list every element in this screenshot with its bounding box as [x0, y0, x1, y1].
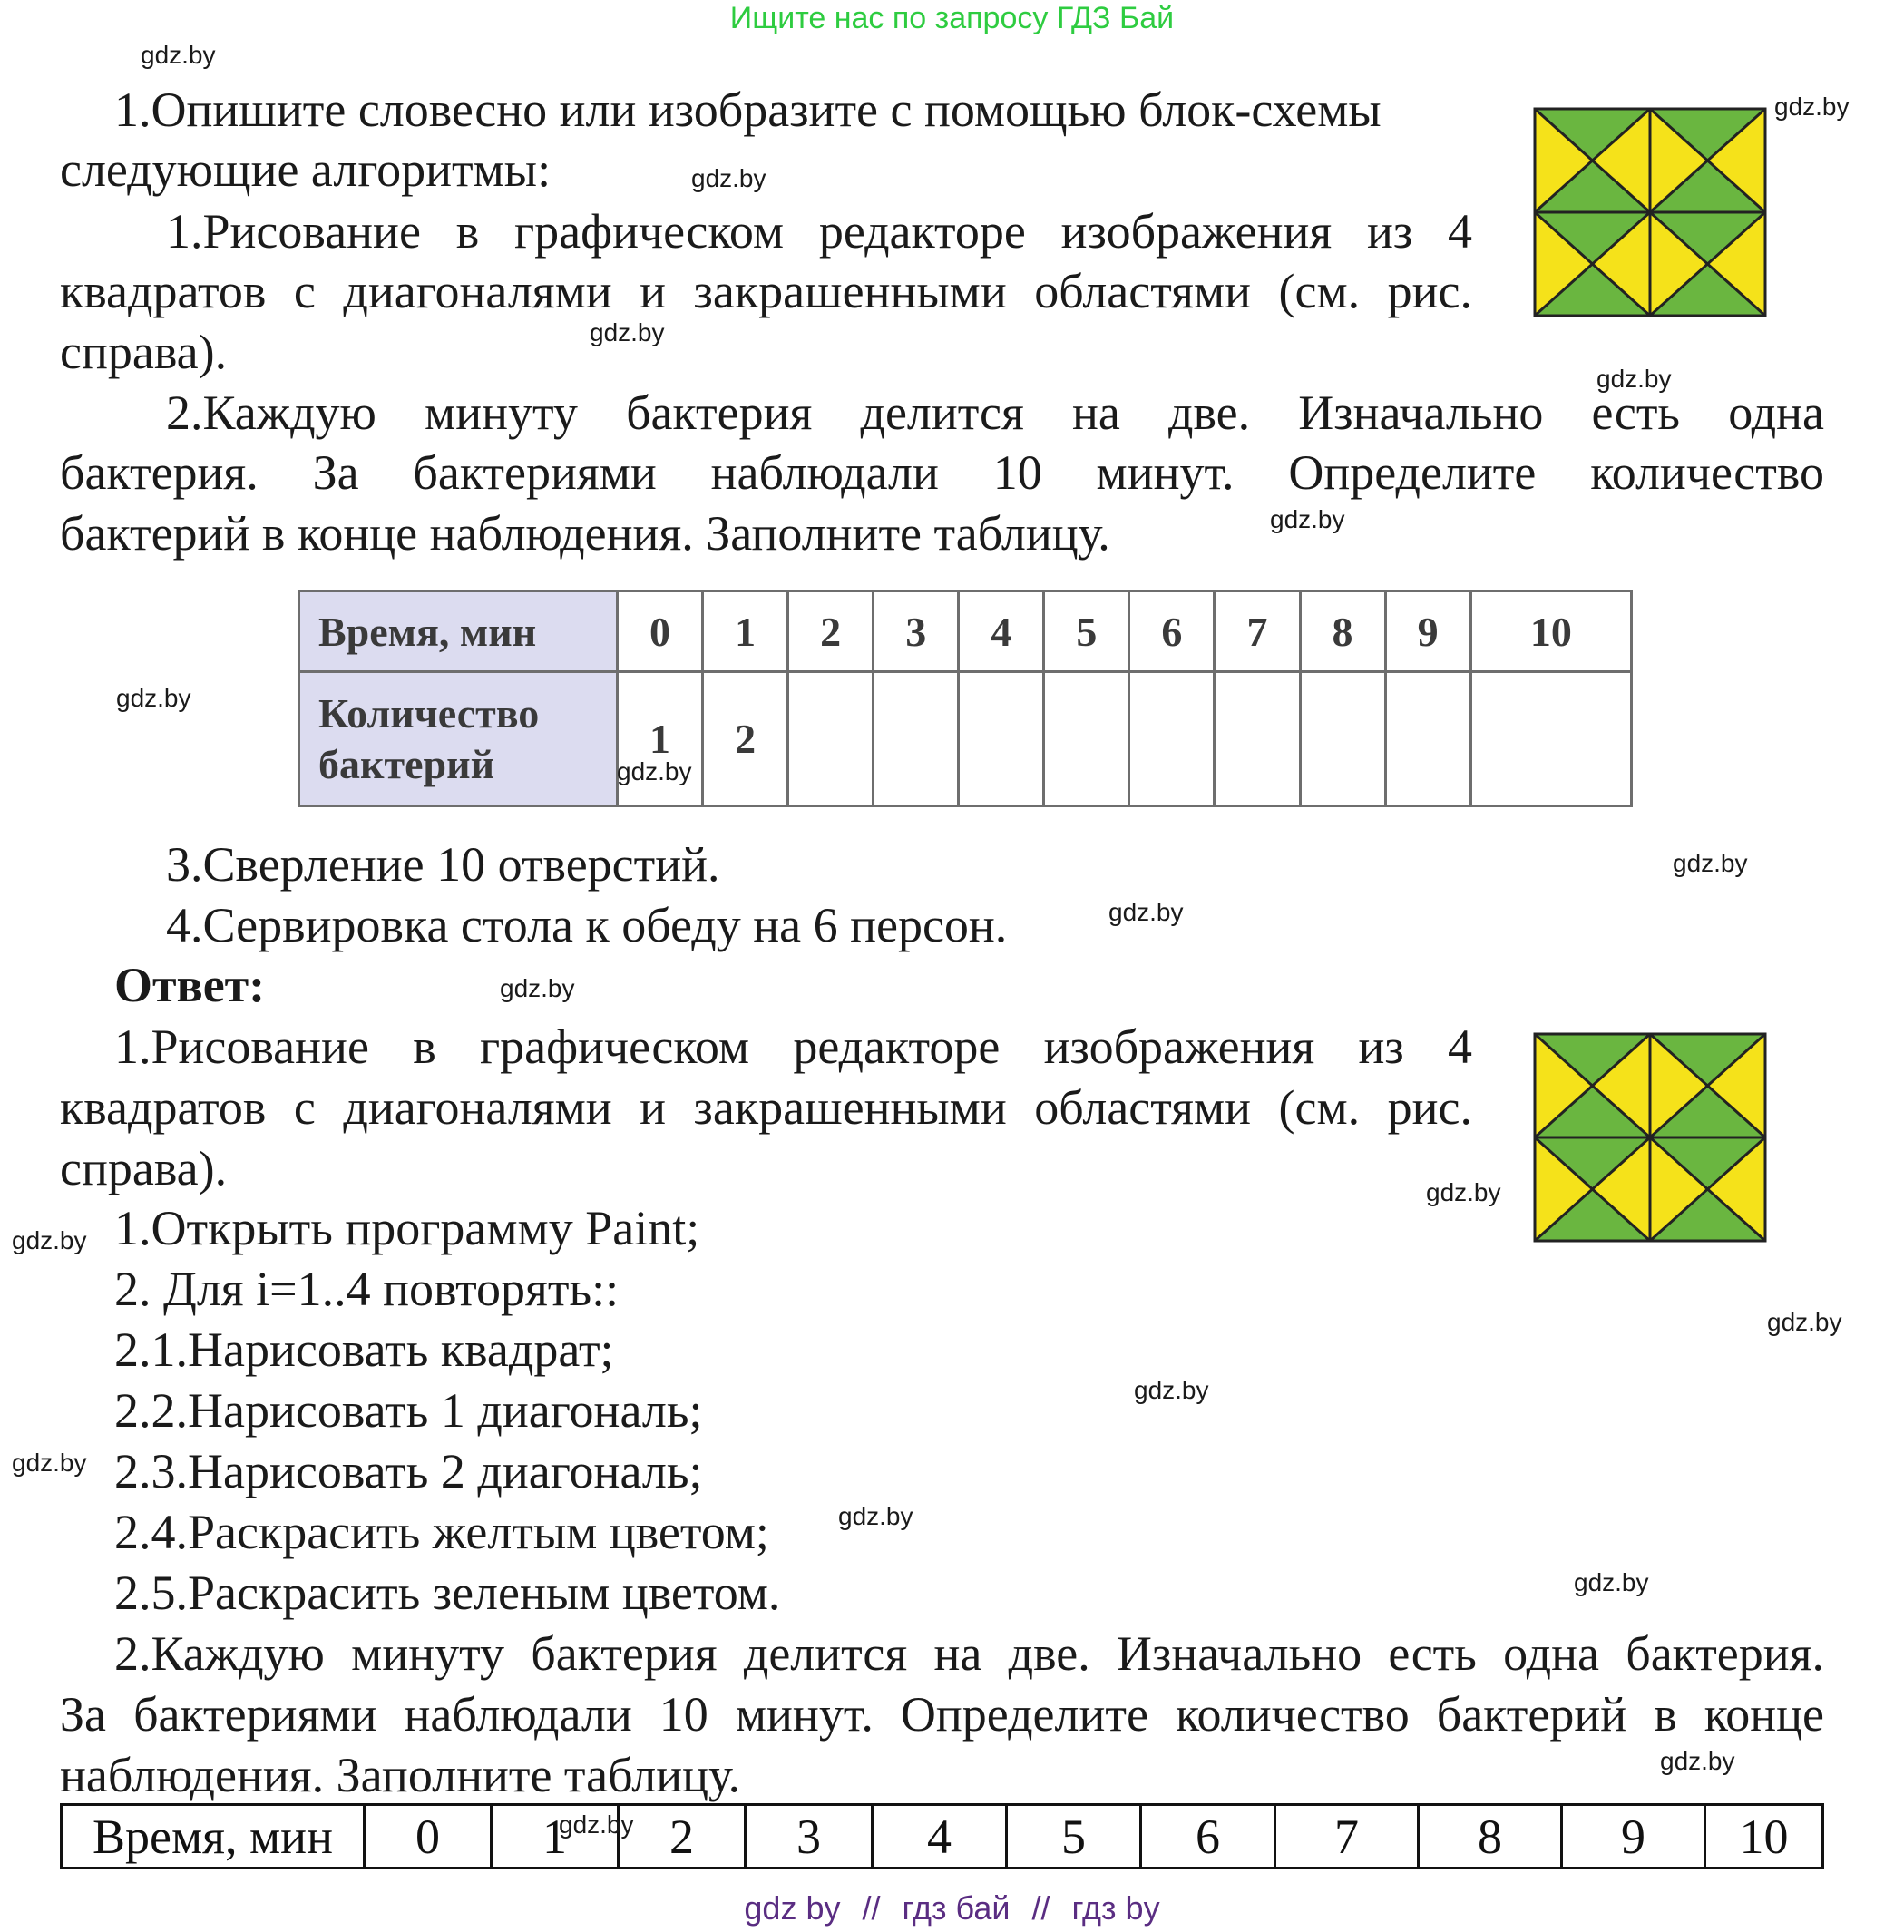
watermark: gdz.by: [12, 1449, 87, 1477]
answer1-line1: [114, 1017, 1472, 1077]
time-cell: 6: [1141, 1805, 1275, 1869]
text: 2.Каждую минуту бактерия делится на две. Изначально есть одна: [166, 385, 1824, 440]
answer-step: 2.5.Раскрасить зеленым цветом.: [114, 1566, 781, 1620]
watermark: gdz.by: [1673, 849, 1748, 877]
count-header: [299, 672, 618, 806]
task-item4: 4.Сервировка стола к обеду на 6 персон.: [166, 898, 1008, 952]
footer-link[interactable]: gdz by: [744, 1889, 841, 1927]
time-cell: 7: [1215, 591, 1300, 672]
time-cell: 10: [1470, 591, 1631, 672]
time-cell: 4: [873, 1805, 1007, 1869]
time-cell: 0: [365, 1805, 492, 1869]
text: квадратов с диагоналями и закрашенными областями (см. рис.: [60, 264, 1472, 318]
watermark: gdz.by: [1596, 365, 1672, 393]
answer-step: 2.2.Нарисовать 1 диагональ;: [114, 1383, 703, 1438]
answer1-line2: [60, 1078, 1472, 1137]
answer-heading: Ответ:: [114, 958, 266, 1012]
watermark: gdz.by: [12, 1226, 87, 1254]
task-item2-line2: [60, 443, 1824, 503]
top-banner: Ищите нас по запросу ГДЗ Бай: [729, 1, 1175, 35]
time-cell: 5: [1007, 1805, 1141, 1869]
footer: [0, 1888, 1904, 1928]
time-cell: 2: [788, 591, 874, 672]
time-cell: 9: [1562, 1805, 1705, 1869]
task-item3: 3.Сверление 10 отверстий.: [166, 837, 720, 892]
count-cell: 1: [618, 672, 703, 806]
squares-figure: [1533, 107, 1767, 317]
time-cell: 4: [959, 591, 1044, 672]
footer-link[interactable]: гдз by: [1071, 1889, 1160, 1927]
time-cell: 2: [619, 1805, 746, 1869]
task-intro-line1: 1.Опишите словесно или изобразите с помощью блок-схемы: [114, 83, 1382, 137]
answer-step: 2.3.Нарисовать 2 диагональ;: [114, 1444, 703, 1498]
count-cell: [1385, 672, 1470, 806]
time-cell: 3: [874, 591, 959, 672]
watermark: gdz.by: [1134, 1376, 1209, 1404]
count-cell: [959, 672, 1044, 806]
watermark: gdz.by: [559, 1810, 634, 1839]
count-cell: [874, 672, 959, 806]
time-cell: 10: [1705, 1805, 1823, 1869]
watermark: gdz.by: [1270, 505, 1345, 533]
watermark: gdz.by: [1426, 1178, 1501, 1206]
footer-link[interactable]: гдз бай: [902, 1889, 1011, 1927]
answer2-line3: наблюдения. Заполните таблицу.: [60, 1748, 741, 1802]
text: 2.Каждую минуту бактерия делится на две. Изначально есть одна бактерия.: [114, 1626, 1824, 1681]
watermark: gdz.by: [590, 318, 665, 346]
count-cell: [1300, 672, 1385, 806]
count-header-line1: Количество: [318, 689, 540, 737]
watermark: gdz.by: [141, 41, 216, 69]
time-cell: 1: [703, 591, 788, 672]
text: бактерия. За бактериями наблюдали 10 минут. Определите количество: [60, 445, 1824, 500]
count-cell: [1044, 672, 1129, 806]
task-item2-line1: [166, 383, 1824, 443]
watermark: gdz.by: [1660, 1747, 1735, 1775]
answer-step: 2.1.Нарисовать квадрат;: [114, 1322, 614, 1377]
watermark: gdz.by: [617, 757, 692, 785]
table-row: [62, 1805, 1823, 1869]
time-cell: 7: [1275, 1805, 1419, 1869]
time-cell: 3: [746, 1805, 873, 1869]
time-header: Время, мин: [62, 1805, 365, 1869]
time-cell: 5: [1044, 591, 1129, 672]
watermark: gdz.by: [838, 1502, 913, 1530]
squares-figure-answer: [1533, 1032, 1767, 1243]
answer2-line1: [114, 1624, 1824, 1683]
table-row: [299, 672, 1632, 806]
count-cell: 2: [703, 672, 788, 806]
watermark: gdz.by: [1767, 1308, 1842, 1336]
task-intro-line2: следующие алгоритмы:: [60, 142, 552, 197]
task-item1-line2: [60, 261, 1472, 321]
watermark: gdz.by: [1574, 1568, 1649, 1596]
time-cell: 0: [618, 591, 703, 672]
count-cell: [1470, 672, 1631, 806]
task-item1-line1: [166, 201, 1472, 261]
time-cell: 9: [1385, 591, 1470, 672]
text: За бактериями наблюдали 10 минут. Определите количество бактерий в конце: [60, 1687, 1824, 1742]
time-cell: 8: [1300, 591, 1385, 672]
text: 1.Рисование в графическом редакторе изображения из 4: [166, 204, 1472, 259]
text: квадратов с диагоналями и закрашенными областями (см. рис.: [60, 1080, 1472, 1135]
footer-separator: //: [1031, 1889, 1050, 1927]
task-item1-line3: справа).: [60, 325, 228, 379]
count-cell: [1215, 672, 1300, 806]
task-item2-line3: бактерий в конце наблюдения. Заполните таблицу.: [60, 506, 1110, 561]
count-header-line2: бактерий: [318, 740, 495, 787]
answer2-line2: [60, 1684, 1824, 1744]
table-row: [299, 591, 1632, 672]
count-cell: [788, 672, 874, 806]
answer-step: 2. Для i=1..4 повторять::: [114, 1262, 620, 1316]
answer-step: 1.Открыть программу Paint;: [114, 1201, 700, 1255]
watermark: gdz.by: [1774, 93, 1850, 121]
time-cell: 6: [1129, 591, 1215, 672]
watermark: gdz.by: [691, 164, 766, 192]
watermark: gdz.by: [1108, 898, 1184, 926]
bacteria-table: [298, 590, 1633, 807]
time-header: Время, мин: [299, 591, 618, 672]
answer-time-table: [60, 1803, 1824, 1869]
count-cell: [1129, 672, 1215, 806]
watermark: gdz.by: [116, 684, 191, 712]
answer1-line3: справа).: [60, 1141, 228, 1195]
time-cell: 1: [492, 1805, 619, 1869]
answer-step: 2.4.Раскрасить желтым цветом;: [114, 1505, 769, 1559]
footer-separator: //: [862, 1889, 881, 1927]
text: 1.Рисование в графическом редакторе изображения из 4: [114, 1020, 1472, 1074]
watermark: gdz.by: [500, 974, 575, 1002]
time-cell: 8: [1419, 1805, 1562, 1869]
